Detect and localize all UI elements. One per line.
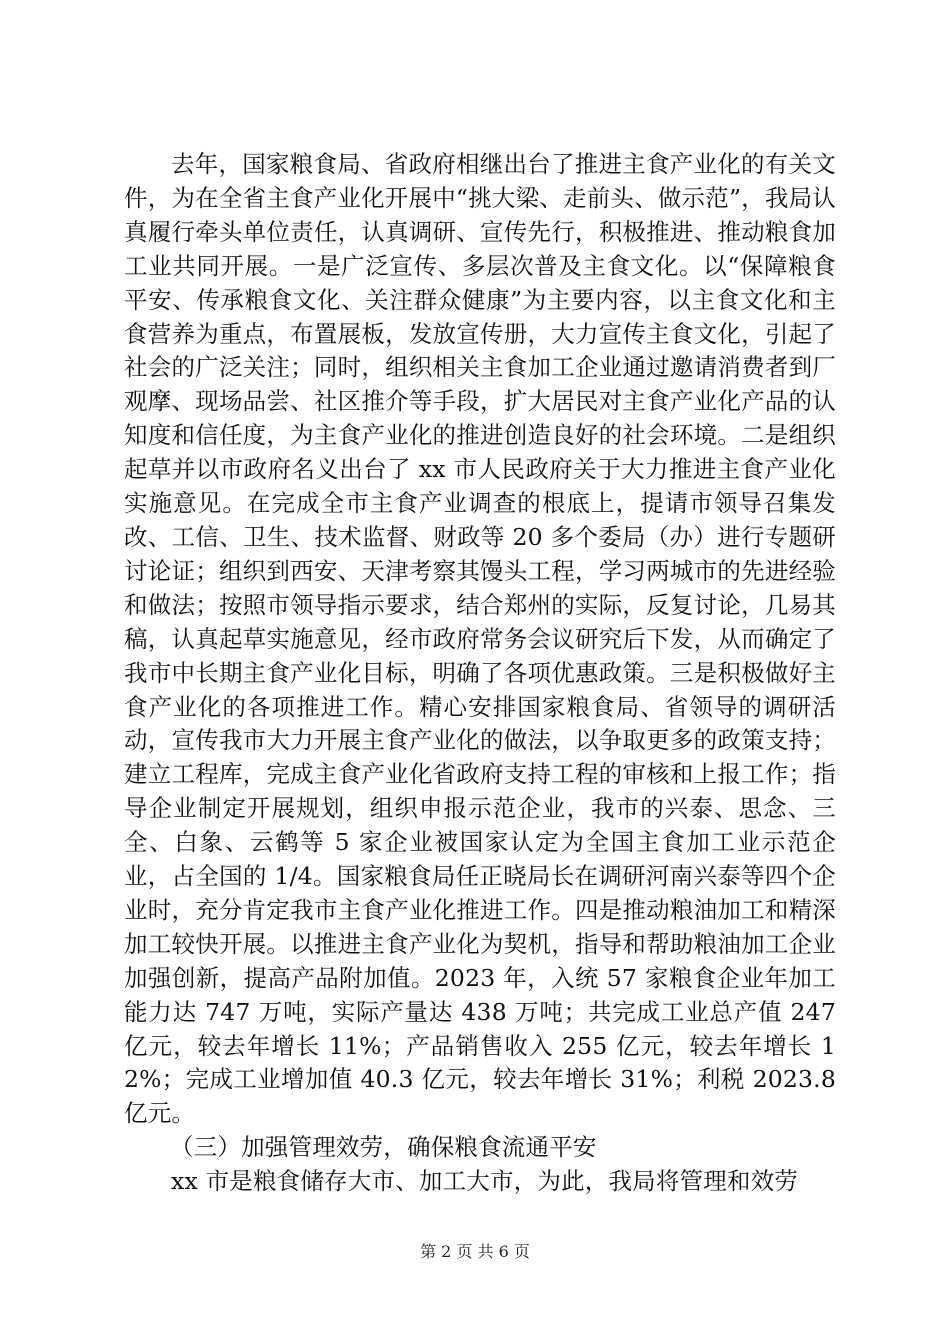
section-heading: （三）加强管理效劳，确保粮食流通平安 (170, 1133, 597, 1162)
body-paragraph-continued: xx 市是粮食储存大市、加工大市，为此，我局将管理和效劳 (171, 1167, 799, 1196)
body-paragraph: 去年，国家粮食局、省政府相继出台了推进主食产业化的有关文件，为在全省主食产业化开展中“挑大梁、走前头、做示范”，我局认真履行牵头单位责任，认真调研、宣传先行，积极推进、推动粮食加工业共同开展。一是广泛宣传、多层次普及主食文化。以“保障粮食平安、传承粮食文化、关注群众健康”为主要内容，以主食文化和主食营养为重点，布置展板，发放宣传册，大力宣传主食文化，引起了社会的广泛关注；同时，组织相关主食加工企业通过邀请消费者到厂观摩、现场品尝、社区推介等手段，扩大居民对主食产业化产品的认知度和信任度，为主食产业化的推进创造良好的社会环境。二是组织起草并以市政府名义出台了 xx 市人民政府关于大力推进主食产业化实施意见。在完成全市主食产业调查的根底上，提请市领导召集发改、工信、卫生、技术监督、财政等 20 多个委局（办）进行专题研讨论证；组织到西安、天津考察其馒头工程，学习两城市的先进经验和做法；按照市领导指示要求，结合郑州的实际，反复讨论，几易其稿，认真起草实施意见，经市政府常务会议研究后下发，从而确定了我市中长期主食产业化目标，明确了各项优惠政策。三是积极做好主食产业化的各项推进工作。精心安排国家粮食局、省领导的调研活动，宣传我市大力开展主食产业化的做法，以争取更多的政策支持；建立工程库，完成主食产业化省政府支持工程的审核和上报工作；指导企业制定开展规划，组织申报示范企业，我市的兴泰、思念、三全、白象、云鹤等 5 家企业被国家认定为全国主食加工业示范企业，占全国的 1/4。国家粮食局任正晓局长在调研河南兴泰等四个企业时，充分肯定我市主食产业化推进工作。四是推动粮油加工和精深加工较快开展。以推进主食产业化为契机，指导和帮助粮油加工企业加强创新，提高产品附加值。2023 年，入统 57 家粮食企业年加工能力达 747 万吨，实际产量达 438 万吨；共完成工业总产值 247 亿元，较去年增长 11%；产品销售收入 255 亿元，较去年增长 12%；完成工业增加值 40.3 亿元，较去年增长 31%；利税 2023.8 亿元。 (124, 150, 836, 1128)
page-number-footer: 第 2 页 共 6 页 (420, 1242, 530, 1261)
page-body (124, 148, 836, 1199)
